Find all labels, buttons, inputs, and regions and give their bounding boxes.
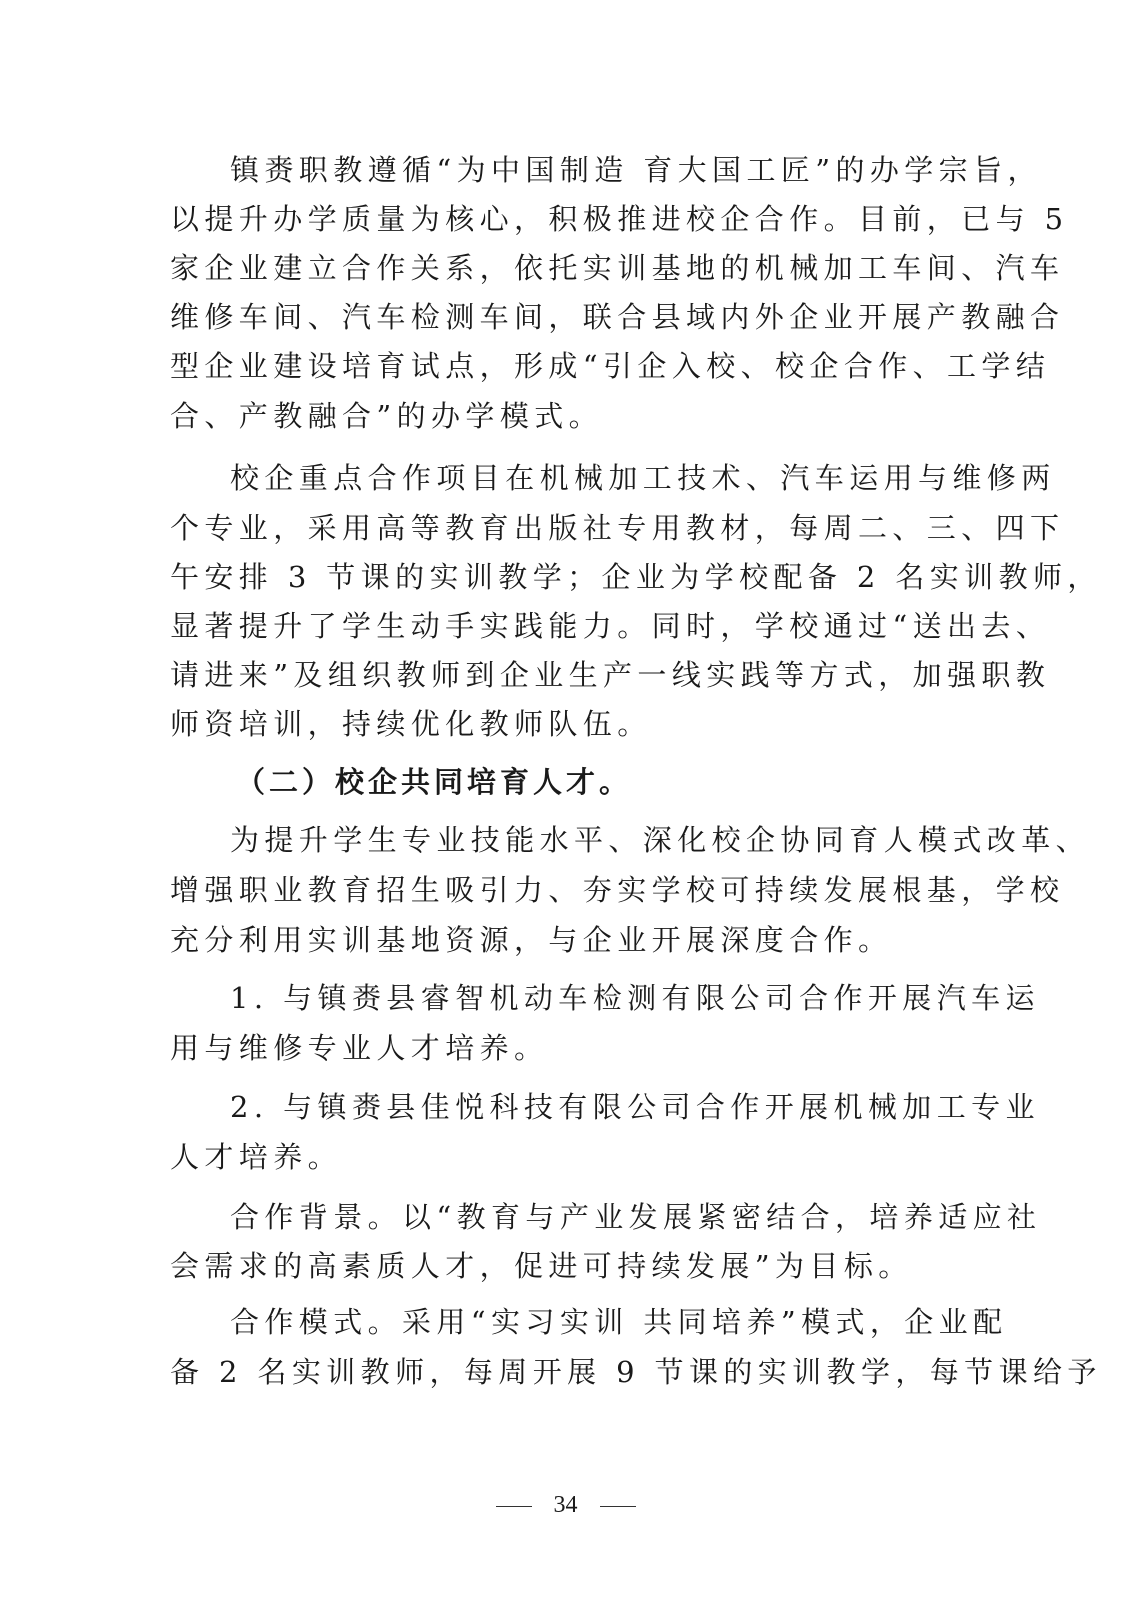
list-item-2-line-2: 人才培养。 [170, 1140, 343, 1174]
paragraph-1-line-3: 家企业建立合作关系，依托实训基地的机械加工车间、汽车 [170, 251, 1065, 285]
paragraph-3-line-3: 充分利用实训基地资源，与企业开展深度合作。 [170, 923, 893, 957]
list-item-2-line-1: 2. 与镇赉县佳悦科技有限公司合作开展机械加工专业 [230, 1090, 1040, 1124]
paragraph-2-line-3: 午安排 3 节课的实训教学；企业为学校配备 2 名实训教师， [170, 560, 1102, 594]
paragraph-1-line-1: 镇赉职教遵循“为中国制造 育大国工匠”的办学宗旨， [230, 153, 1042, 187]
paragraph-2-line-6: 师资培训，持续优化教师队伍。 [170, 707, 652, 741]
paragraph-5-line-2: 备 2 名实训教师，每周开展 9 节课的实训教学，每节课给予 [170, 1355, 1102, 1389]
page-number: 34 [553, 1492, 578, 1518]
paragraph-1-line-2: 以提升办学质量为核心，积极推进校企合作。目前，已与 5 [170, 202, 1069, 236]
right-dash [600, 1506, 636, 1507]
paragraph-2-line-2: 个专业，采用高等教育出版社专用教材，每周二、三、四下 [170, 511, 1065, 545]
paragraph-4-line-2: 会需求的高素质人才，促进可持续发展”为目标。 [170, 1249, 913, 1283]
paragraph-1-line-6: 合、产教融合”的办学模式。 [170, 399, 604, 433]
paragraph-2-line-4: 显著提升了学生动手实践能力。同时，学校通过“送出去、 [170, 609, 1051, 643]
paragraph-5-line-1: 合作模式。采用“实习实训 共同培养”模式，企业配 [230, 1305, 1008, 1339]
paragraph-1-line-4: 维修车间、汽车检测车间，联合县域内外企业开展产教融合 [170, 300, 1065, 334]
paragraph-2-line-5: 请进来”及组织教师到企业生产一线实践等方式，加强职教 [170, 658, 1051, 692]
paragraph-1-line-5: 型企业建设培育试点，形成“引企入校、校企合作、工学结 [170, 349, 1051, 383]
page-number-footer [0, 1488, 1131, 1522]
left-dash [496, 1506, 532, 1507]
paragraph-3-line-2: 增强职业教育招生吸引力、夯实学校可持续发展根基，学校 [170, 873, 1065, 907]
paragraph-4-line-1: 合作背景。以“教育与产业发展紧密结合，培养适应社 [230, 1200, 1042, 1234]
list-item-1-line-1: 1. 与镇赉县睿智机动车检测有限公司合作开展汽车运 [230, 981, 1040, 1015]
section-heading: （二）校企共同培育人才。 [236, 765, 633, 799]
paragraph-3-line-1: 为提升学生专业技能水平、深化校企协同育人模式改革、 [230, 823, 1091, 857]
paragraph-2-line-1: 校企重点合作项目在机械加工技术、汽车运用与维修两 [230, 461, 1056, 495]
list-item-1-line-2: 用与维修专业人才培养。 [170, 1031, 549, 1065]
